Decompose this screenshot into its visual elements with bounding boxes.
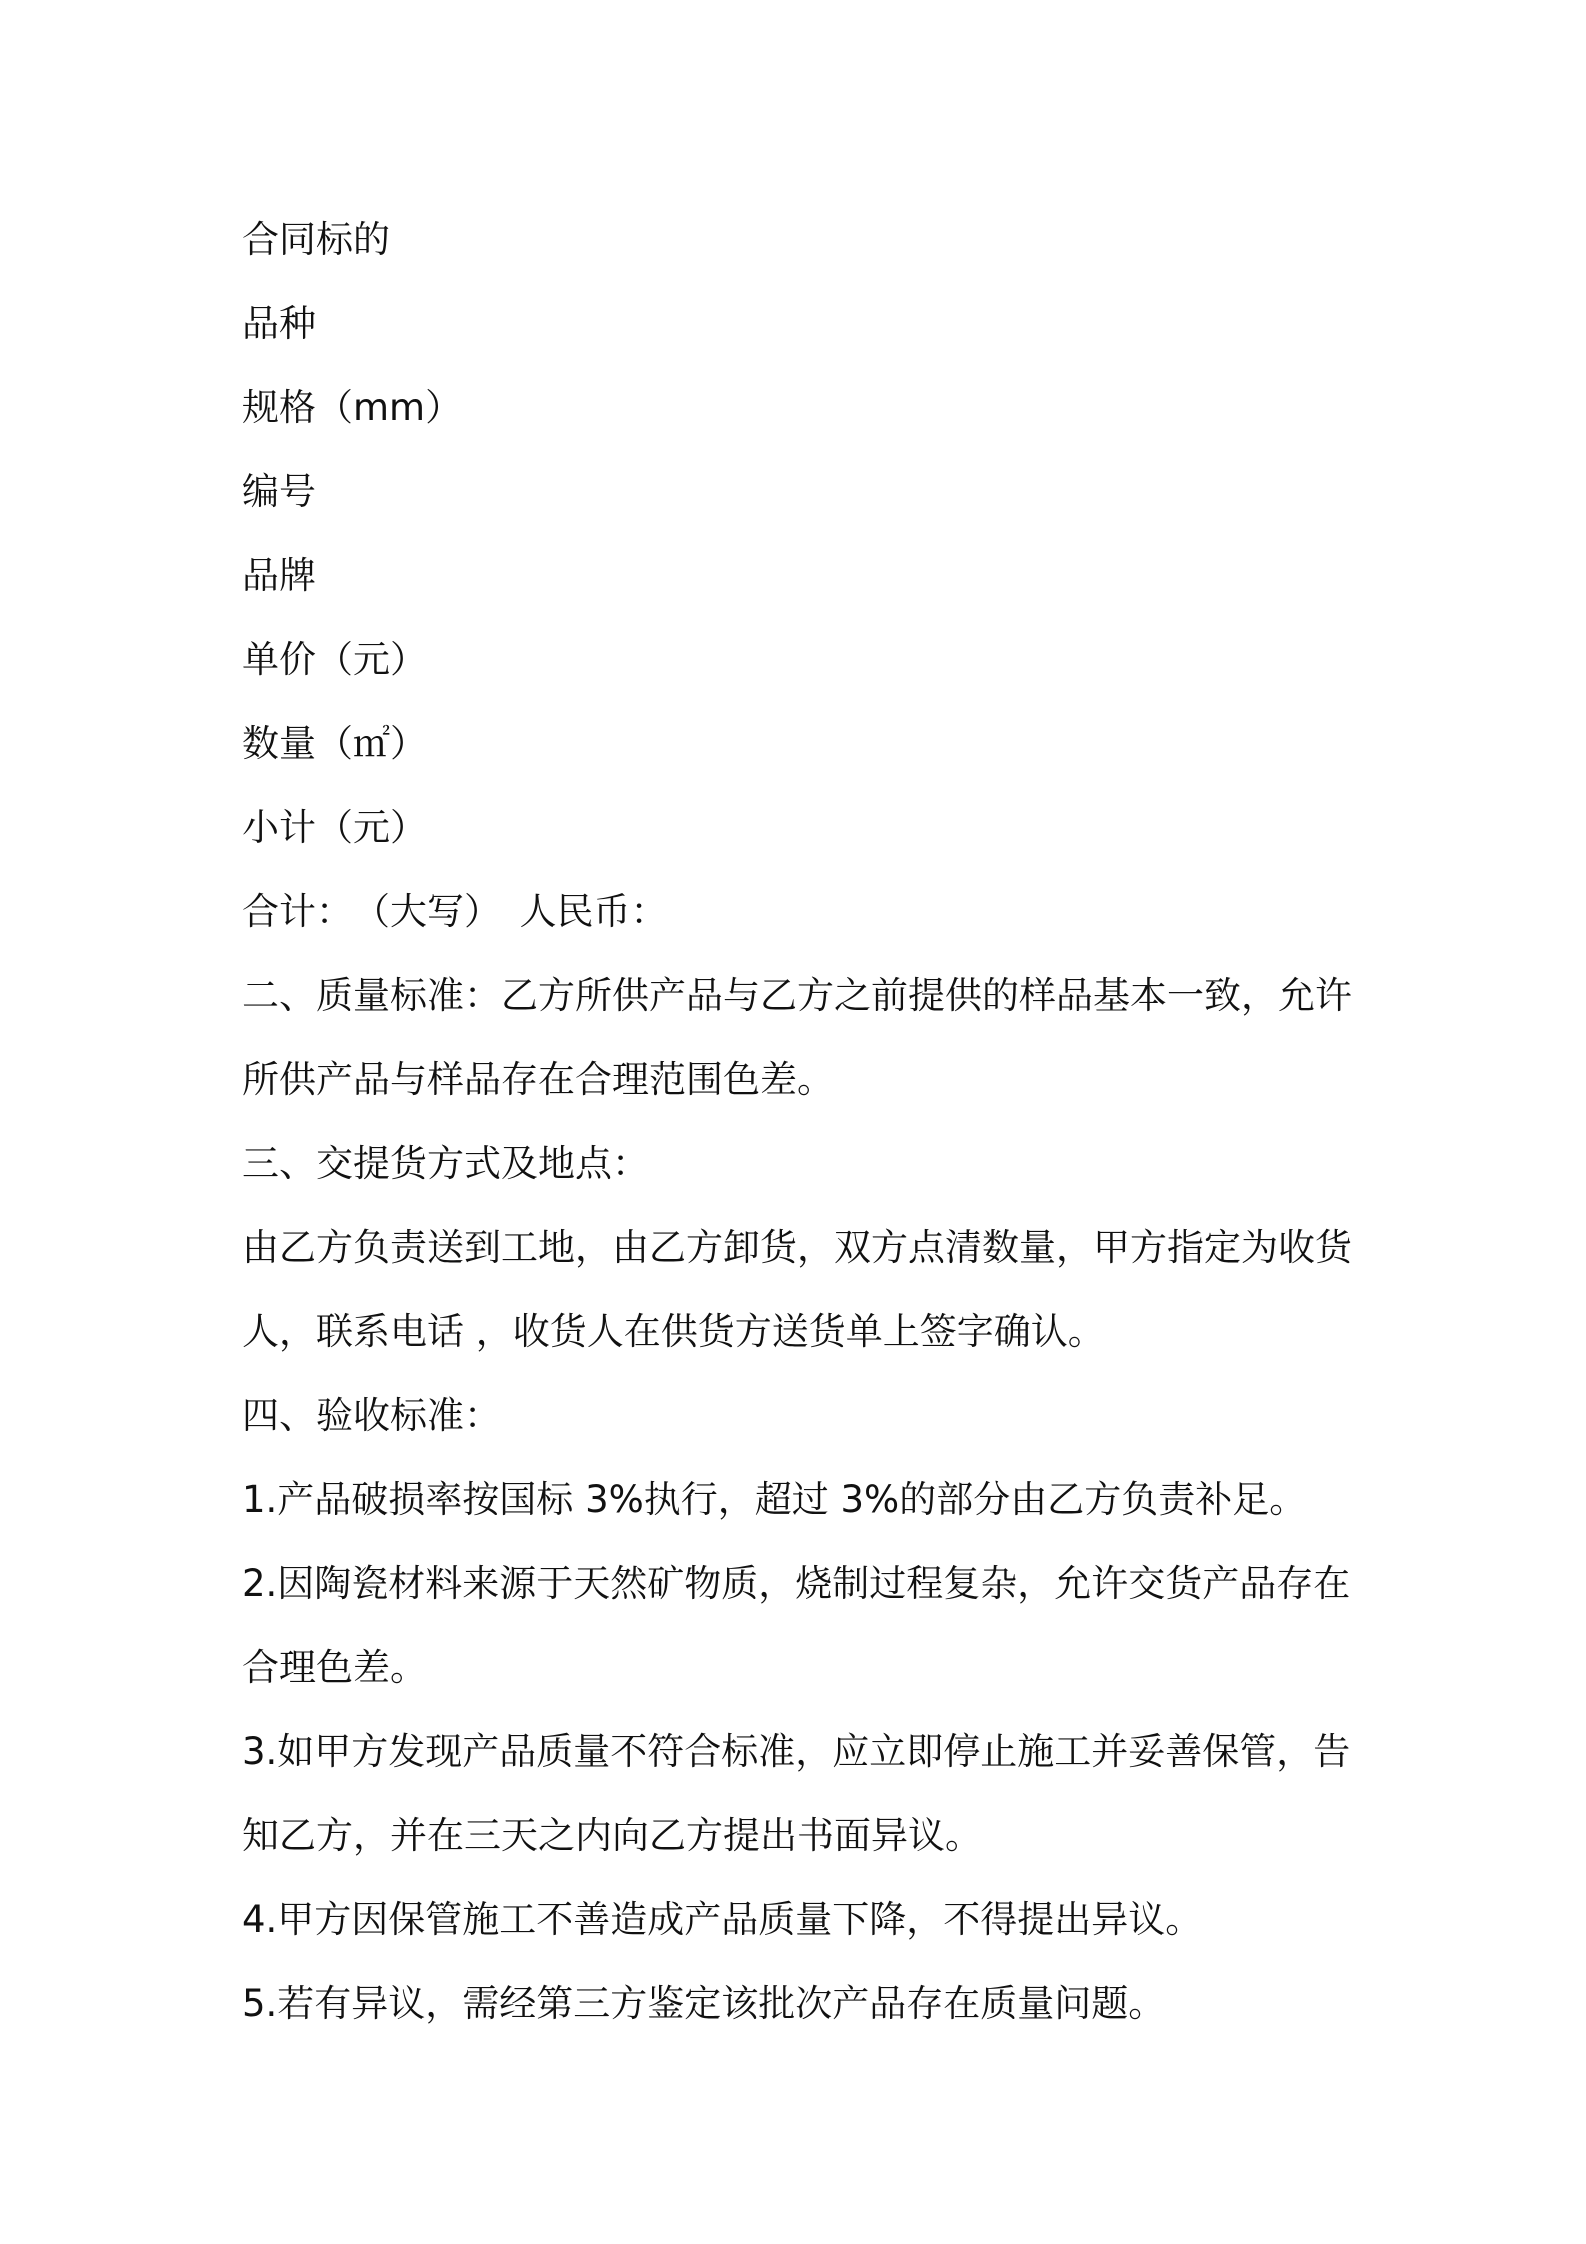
- field-number: 编号: [242, 470, 316, 513]
- acceptance-heading: 四、验收标准：: [242, 1394, 501, 1437]
- delivery-heading: 三、交提货方式及地点：: [242, 1142, 649, 1185]
- field-variety: 品种: [242, 302, 316, 345]
- heading-contract-subject: 合同标的: [242, 218, 390, 261]
- acceptance-item-3-line-1: 3.如甲方发现产品质量不符合标准，应立即停止施工并妥善保管，告: [242, 1730, 1351, 1773]
- field-quantity: 数量（㎡）: [242, 722, 427, 765]
- field-total: 合计： （大写） 人民币：: [242, 890, 668, 933]
- field-specification: 规格（mm）: [242, 386, 463, 429]
- field-brand: 品牌: [242, 554, 316, 597]
- acceptance-item-3-line-2: 知乙方，并在三天之内向乙方提出书面异议。: [242, 1814, 982, 1857]
- document-body: [242, 198, 1362, 2046]
- acceptance-item-4: 4.甲方因保管施工不善造成产品质量下降，不得提出异议。: [242, 1898, 1203, 1941]
- acceptance-item-2-line-2: 合理色差。: [242, 1646, 427, 1689]
- field-subtotal: 小计（元）: [242, 806, 427, 849]
- quality-standard-line-1: 二、质量标准：乙方所供产品与乙方之前提供的样品基本一致，允许: [242, 974, 1352, 1017]
- delivery-line-1: 由乙方负责送到工地，由乙方卸货，双方点清数量，甲方指定为收货: [242, 1226, 1352, 1269]
- acceptance-item-2-line-1: 2.因陶瓷材料来源于天然矿物质，烧制过程复杂，允许交货产品存在: [242, 1562, 1351, 1605]
- acceptance-item-1: 1.产品破损率按国标 3%执行，超过 3%的部分由乙方负责补足。: [242, 1478, 1307, 1521]
- quality-standard-line-2: 所供产品与样品存在合理范围色差。: [242, 1058, 834, 1101]
- field-unit-price: 单价（元）: [242, 638, 427, 681]
- delivery-line-2: 人，联系电话 ，收货人在供货方送货单上签字确认。: [242, 1310, 1105, 1353]
- acceptance-item-5: 5.若有异议，需经第三方鉴定该批次产品存在质量问题。: [242, 1982, 1166, 2025]
